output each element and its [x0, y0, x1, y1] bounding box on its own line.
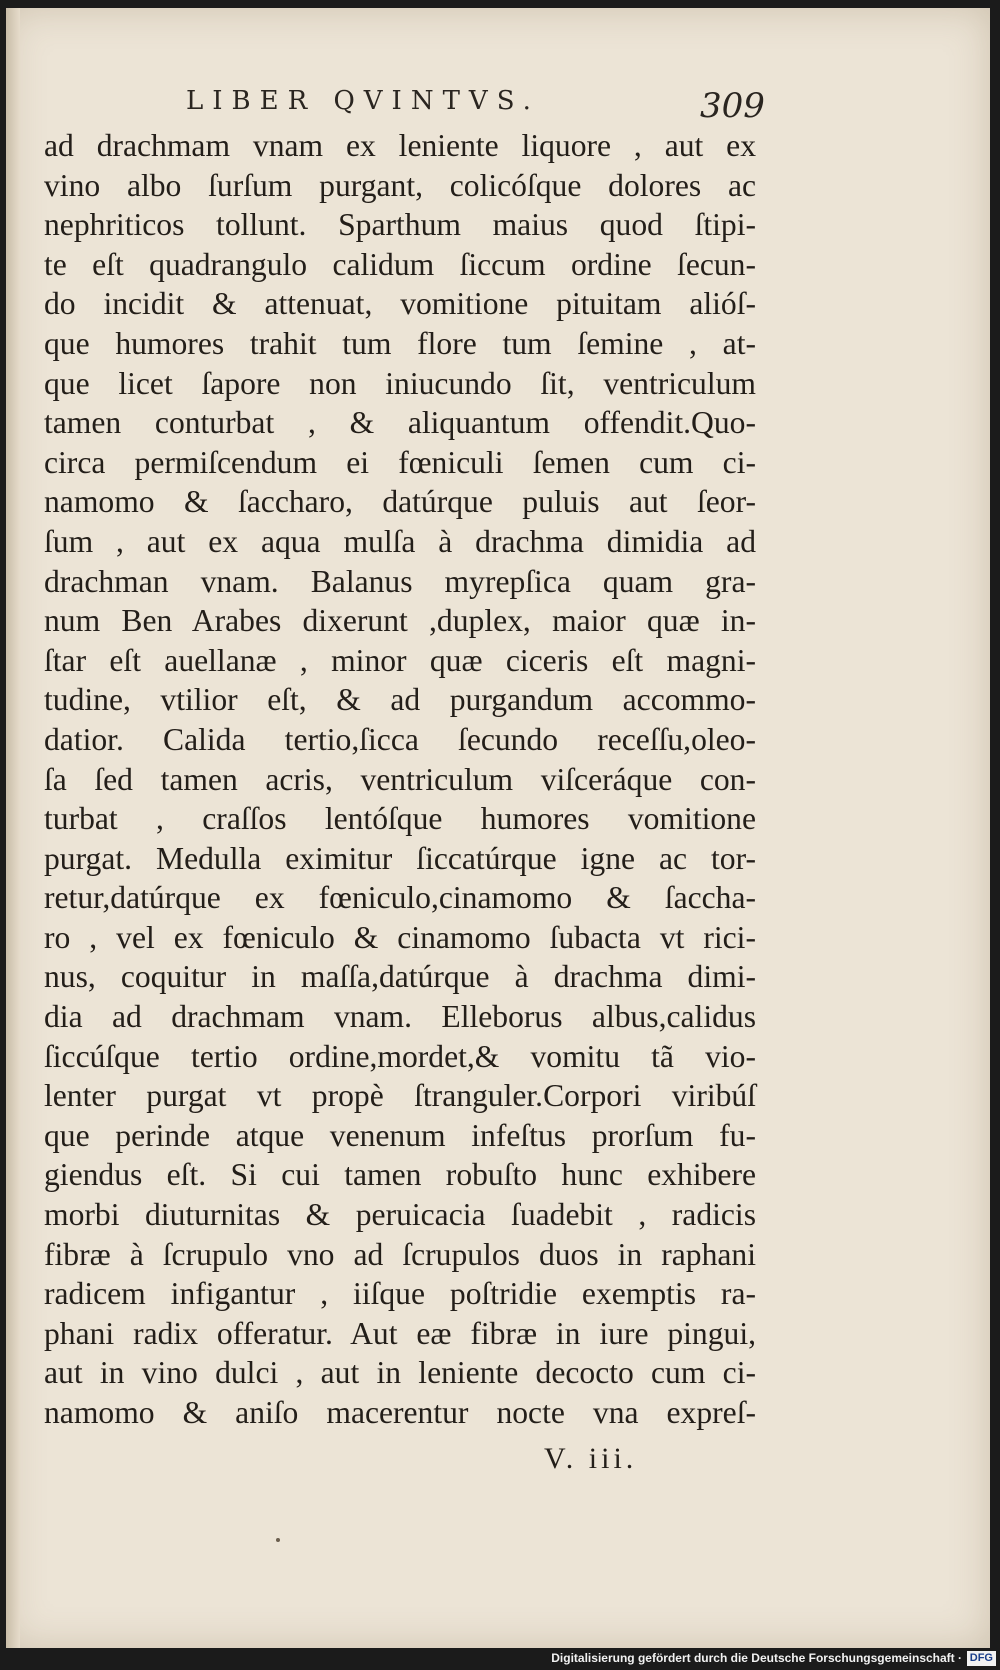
- footer-bar: [0, 1648, 1000, 1670]
- text-line: circa permiſcendum ei fœniculi ſemen cum ci-: [44, 444, 756, 480]
- text-line: tamen conturbat , & aliquantum offendit.Quo-: [44, 405, 756, 441]
- body-text: [44, 126, 756, 1433]
- text-line: ſiccúſque tertio ordine,mordet,& vomitu tã vio-: [44, 1038, 756, 1074]
- text-line: fibræ à ſcrupulo vno ad ſcrupulos duos in raphani: [44, 1236, 756, 1272]
- text-line: ſtar eſt auellanæ , minor quæ ciceris eſt magni-: [44, 642, 756, 678]
- text-line: datior. Calida tertio,ſicca ſecundo receſſu,oleo-: [44, 721, 756, 757]
- text-line: vino albo ſurſum purgant, colicóſque dolores ac: [44, 167, 756, 203]
- text-line: radicem infigantur , iiſque poſtridie exemptis ra-: [44, 1276, 756, 1312]
- page-header: [6, 86, 990, 126]
- text-line: ſa ſed tamen acris, ventriculum viſceráque con-: [44, 761, 756, 797]
- text-line: phani radix offeratur. Aut eæ fibræ in iure pingui,: [44, 1315, 756, 1351]
- text-line: te eſt quadrangulo calidum ſiccum ordine ſecun-: [44, 246, 756, 282]
- text-line: giendus eſt. Si cui tamen robuſto hunc exhibere: [44, 1157, 756, 1193]
- text-line: tudine, vtilior eſt, & ad purgandum accommo-: [44, 682, 756, 718]
- dfg-logo-icon: DFG: [967, 1651, 996, 1666]
- text-line: ſum , aut ex aqua mulſa à drachma dimidia ad: [44, 523, 756, 559]
- text-line: aut in vino dulci , aut in leniente decocto cum ci-: [44, 1355, 756, 1391]
- text-line: retur,datúrque ex fœniculo,cinamomo & ſaccha-: [44, 880, 756, 916]
- text-line: purgat. Medulla eximitur ſiccatúrque igne ac tor-: [44, 840, 756, 876]
- text-line: do incidit & attenuat, vomitione pituitam alióſ-: [44, 286, 756, 322]
- page-gutter: [6, 8, 20, 1648]
- text-line: nus, coquitur in maſſa,datúrque à drachma dimi-: [44, 959, 756, 995]
- text-line: que licet ſapore non iniucundo ſit, ventriculum: [44, 365, 756, 401]
- ink-speck: [276, 1538, 280, 1542]
- signature-mark: V. iii.: [544, 1442, 638, 1475]
- text-line: num Ben Arabes dixerunt ,duplex, maior quæ in-: [44, 603, 756, 639]
- text-line: namomo & aniſo macerentur nocte vna expreſ-: [44, 1395, 756, 1430]
- text-line: lenter purgat vt propè ſtranguler.Corpori viribúſ: [44, 1078, 756, 1114]
- page-number: 309: [700, 86, 765, 126]
- text-line: turbat , craſſos lentóſque humores vomitione: [44, 801, 756, 837]
- funding-credit: Digitalisierung gefördert durch die Deutsche Forschungsgemeinschaft ·: [551, 1651, 962, 1665]
- text-line: que perinde atque venenum infeſtus prorſum fu-: [44, 1117, 756, 1153]
- text-line: ad drachmam vnam ex leniente liquore , aut ex: [44, 128, 756, 163]
- text-line: namomo & ſaccharo, datúrque puluis aut ſeor-: [44, 484, 756, 520]
- running-head: LIBER QVINTVS.: [186, 86, 540, 116]
- text-line: nephriticos tollunt. Sparthum maius quod ſtipi-: [44, 207, 756, 243]
- text-line: drachman vnam. Balanus myrepſica quam gra-: [44, 563, 756, 599]
- text-line: dia ad drachmam vnam. Elleborus albus,calidus: [44, 999, 756, 1035]
- book-page: [6, 8, 990, 1648]
- text-line: morbi diuturnitas & peruicacia ſuadebit , radicis: [44, 1197, 756, 1233]
- text-line: que humores trahit tum flore tum ſemine , at-: [44, 325, 756, 361]
- text-line: ro , vel ex fœniculo & cinamomo ſubacta vt rici-: [44, 919, 756, 955]
